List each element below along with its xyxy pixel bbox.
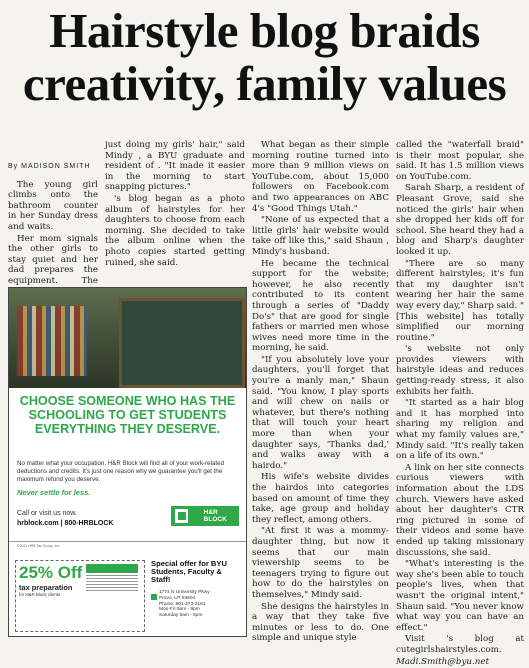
paragraph: She designs the hairstyles in a way that they take five minutes or less to do. One simple and unique style: [252, 601, 389, 644]
office-marker-icon: [151, 594, 157, 600]
office-address: [159, 590, 210, 619]
headline-line-1: Hairstyle blog braids: [49, 3, 480, 58]
paragraph: Visit 's blog at cutegirlshairstyles.com.: [396, 634, 524, 655]
paragraph: 's website not only provides viewers with hairstyle ideas and reduces getting-ready stress, it also exhibits her faith.: [396, 344, 524, 397]
hrblock-logo-text: H&R BLOCK: [203, 509, 227, 523]
paragraph: "At first it was a mommy-daughter thing, but now it seems that our main viewership seems to be teenagers trying to figure out how to do the hairstyles on themselves," Mindy said.: [252, 526, 389, 600]
address-line: Mon-Fri 9am - 9pm: [159, 607, 200, 613]
paragraph: just doing my girls' hair," said Mindy , a BYU graduate and resident of . "It made it easier in the morning to start snapping pictures.": [105, 140, 245, 193]
paragraph: "There are so many different hairstyles; it's fun that my daughter isn't wearing her hair the same way every day," Sharp said. "[This website] has totally simplified our morning routine.": [396, 258, 525, 343]
paragraph: "If you absolutely love your daughters, you'll forget that you're a manly man," Shaun said. "You know, I play sports and will chew on nails or whatever, but there's nothing that will touch your heart more than when your daughter says, 'Thanks dad,' and walks away with a hairdo.": [252, 354, 389, 471]
paragraph: Her mom signals the other girls to stay quiet and her dad prepares the equipment. The: [8, 233, 98, 286]
ad-contact: hrblock.com | 800-HRBLOCK: [17, 520, 114, 527]
hrblock-advertisement: [8, 287, 247, 637]
article-column-4: [396, 140, 524, 668]
paragraph: "None of us expected that a little girls' hair website would take off like this," said Shaun , Mindy's husband.: [252, 215, 389, 257]
ad-classroom-photo: [9, 288, 246, 388]
bookshelf-image: [17, 306, 87, 376]
ad-body-text: No matter what your occupation, H&R Block will find all of your work-related deductions and credits. It's just one reason why we guarantee you'll get the maximum refund you deserve.: [17, 460, 225, 483]
paragraph: What began as their simple morning routine turned into more than 9 million views on YouTube.com, about 15,000 followers on Facebook.com and two appearances on ABC 4's "Good Things Utah.": [252, 140, 389, 214]
coupon-logo-block: [86, 564, 138, 573]
coupon-eligibility: for H&R Block clients: [19, 592, 61, 597]
paragraph: called the "waterfall braid" is their most popular, she said. It has 1.5 million views on YouTube.com.: [396, 140, 524, 182]
coupon-discount: 25% Off: [19, 563, 83, 582]
ad-slogan: Never settle for less.: [17, 488, 91, 497]
paragraph: 's blog began as a photo album of hairstyles for her daughters to choose from each morning. She decided to take the album online when the photo copies started getting ruined, she said.: [105, 193, 245, 268]
article-column-2: [105, 140, 245, 269]
paragraph: A link on her site connects curious viewers with information about the LDS church. Viewers have asked about her daughter's CTR ring pictured in some of their videos and some have ended up taking missionary discussions, she said.: [396, 462, 524, 558]
headline-line-2: creativity, family values: [22, 56, 507, 111]
hrblock-logo: [171, 506, 239, 526]
coupon-service: tax preparation: [19, 583, 73, 592]
coupon-fine-lines: [86, 575, 138, 593]
coupon: [15, 560, 145, 632]
ad-headline: CHOOSE SOMEONE WHO HAS THE SCHOOLING TO GET STUDENTS EVERYTHING THEY DESERVE.: [19, 394, 236, 436]
special-offer-title: Special offer for BYU Students, Faculty & Staff!: [151, 559, 227, 585]
chalkboard-image: [119, 298, 245, 388]
paragraph: The young girl climbs onto the bathroom counter in her Sunday dress and waits.: [8, 179, 98, 232]
ad-fine-print: ©2011 HRB Tax Group, Inc.: [17, 544, 61, 548]
address-line: 1774 N University Pkwy: [159, 590, 210, 595]
article-column-3: [252, 140, 389, 645]
hrblock-square-icon: [175, 509, 188, 523]
paragraph: He became the technical support for the website; however, he also recently contributed to its content through a series of "Daddy Do's" that are good for single fathers or married men whose wives need more time in the morning, he said.: [252, 258, 389, 354]
ad-divider: [9, 541, 246, 542]
paragraph: Sarah Sharp, a resident of Pleasant Grove, said she noticed the girls' hair when she dropped her kids off for school. She heard they had a blog and Sharp's daughter looked it up.: [396, 183, 524, 257]
headline: [0, 4, 529, 110]
paragraph: His wife's website divides the hairdos into categories based on amount of time they take, age group and holiday they reflect, among others.: [252, 472, 389, 525]
ad-call-text: Call or visit us now.: [17, 510, 77, 517]
author-email: Madi.Smith@byu.net: [396, 656, 489, 667]
address-line: Provo, UT 84604: [159, 595, 196, 601]
address-line: Phone: 801-373-2161: [159, 601, 206, 607]
special-offer: [149, 560, 241, 630]
byline: By MADISON SMITH: [8, 163, 91, 170]
paragraph: "What's interesting is the way she's been able to touch people's lives, when that wasn't the original intent," Shaun said. "You never know what way you can have an effect.": [396, 559, 524, 633]
paragraph: "It started as a hair blog and it has morphed into sharing my religion and what my family values are," Mindy said. "It's really taken on a life of its own.": [396, 398, 524, 462]
address-line: Saturday 9am - 5pm: [159, 613, 203, 619]
